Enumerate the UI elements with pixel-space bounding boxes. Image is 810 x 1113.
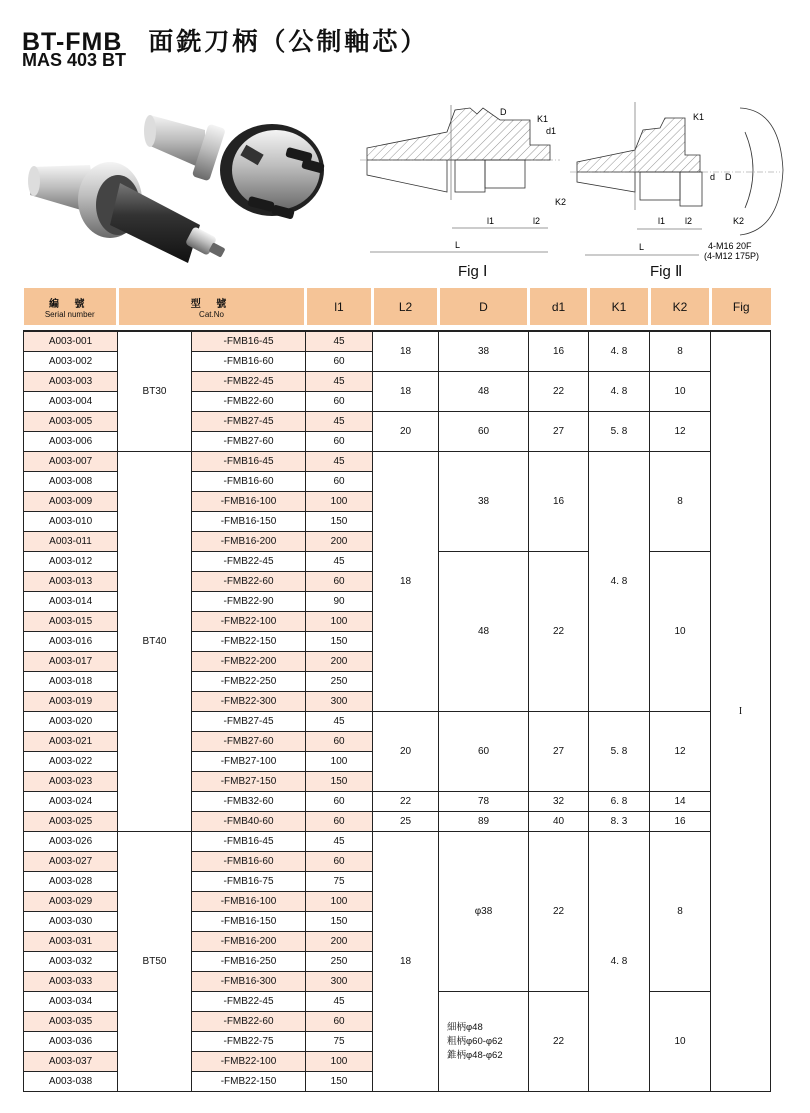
cat-cell: -FMB27-100 [192, 752, 306, 772]
l1-cell: 90 [306, 592, 373, 612]
cat-cell: -FMB27-45 [192, 712, 306, 732]
cat-cell: -FMB27-150 [192, 772, 306, 792]
fig2-dim-l2: l2 [685, 216, 693, 226]
series-cell: BT50 [118, 832, 192, 1092]
fig1-dim-l1: l1 [487, 216, 495, 226]
face-mill-arbor-with-flange-icon [144, 115, 325, 220]
l1-cell: 100 [306, 892, 373, 912]
l1-cell: 60 [306, 812, 373, 832]
l1-cell: 100 [306, 612, 373, 632]
serial-cell: A003-025 [24, 812, 118, 832]
l1-cell: 150 [306, 512, 373, 532]
L2-cell: 20 [373, 712, 439, 792]
K2-cell: 10 [650, 372, 711, 412]
l1-cell: 60 [306, 392, 373, 412]
serial-cell: A003-010 [24, 512, 118, 532]
header-l1: l1 [306, 288, 373, 325]
l1-cell: 60 [306, 1012, 373, 1032]
serial-cell: A003-024 [24, 792, 118, 812]
d1-cell: 32 [529, 792, 589, 812]
serial-cell: A003-014 [24, 592, 118, 612]
cat-cell: -FMB22-45 [192, 552, 306, 572]
l1-cell: 100 [306, 492, 373, 512]
serial-cell: A003-007 [24, 452, 118, 472]
cat-cell: -FMB27-45 [192, 412, 306, 432]
cat-cell: -FMB22-300 [192, 692, 306, 712]
header-fig: Fig [711, 288, 771, 325]
header-L2: L2 [373, 288, 439, 325]
serial-cell: A003-003 [24, 372, 118, 392]
serial-cell: A003-032 [24, 952, 118, 972]
d1-cell: 22 [529, 552, 589, 712]
L2-cell: 20 [373, 412, 439, 452]
fig1-dim-L: L [455, 240, 461, 250]
l1-cell: 45 [306, 372, 373, 392]
L2-cell: 18 [373, 832, 439, 1092]
fig-cell: I [711, 331, 771, 1092]
cat-cell: -FMB22-150 [192, 632, 306, 652]
l1-cell: 45 [306, 552, 373, 572]
serial-cell: A003-026 [24, 832, 118, 852]
d1-cell: 27 [529, 412, 589, 452]
fig1-dim-l2: l2 [533, 216, 541, 226]
D-cell: 48 [439, 552, 529, 712]
L2-cell: 25 [373, 812, 439, 832]
l1-cell: 60 [306, 352, 373, 372]
d1-cell: 16 [529, 452, 589, 552]
table-header-row [24, 288, 771, 325]
serial-cell: A003-033 [24, 972, 118, 992]
serial-cell: A003-029 [24, 892, 118, 912]
cat-cell: -FMB16-60 [192, 472, 306, 492]
d1-cell: 22 [529, 832, 589, 992]
header-d1: d1 [529, 288, 589, 325]
fig2-dim-D: D [725, 172, 732, 182]
D-cell: 78 [439, 792, 529, 812]
note-taper-shank: 錐柄φ48-φ62 [447, 1049, 503, 1061]
l1-cell: 75 [306, 872, 373, 892]
l1-cell: 45 [306, 712, 373, 732]
fig2-dim-l1: l1 [658, 216, 666, 226]
serial-cell: A003-012 [24, 552, 118, 572]
cat-cell: -FMB22-150 [192, 1072, 306, 1092]
serial-cell: A003-008 [24, 472, 118, 492]
D-cell: 60 [439, 412, 529, 452]
serial-cell: A003-001 [24, 331, 118, 352]
cat-cell: -FMB16-60 [192, 852, 306, 872]
fig1-dim-D: D [500, 107, 507, 117]
K2-cell: 10 [650, 992, 711, 1092]
serial-cell: A003-035 [24, 1012, 118, 1032]
K2-cell: 16 [650, 812, 711, 832]
l1-cell: 150 [306, 1072, 373, 1092]
K1-cell: 4. 8 [589, 832, 650, 1092]
specification-table [23, 288, 771, 1092]
serial-cell: A003-037 [24, 1052, 118, 1072]
header-K2: K2 [650, 288, 711, 325]
K2-cell: 12 [650, 712, 711, 792]
K1-cell: 4. 8 [589, 331, 650, 372]
l1-cell: 300 [306, 972, 373, 992]
serial-cell: A003-034 [24, 992, 118, 1012]
product-photo [10, 95, 340, 275]
cat-cell: -FMB16-100 [192, 492, 306, 512]
cat-cell: -FMB16-45 [192, 452, 306, 472]
serial-cell: A003-018 [24, 672, 118, 692]
D-cell: 60 [439, 712, 529, 792]
L2-cell: 22 [373, 792, 439, 812]
l1-cell: 200 [306, 532, 373, 552]
header-cat-no: 型 號 Cat.No [118, 288, 306, 325]
cat-cell: -FMB22-200 [192, 652, 306, 672]
d1-cell: 27 [529, 712, 589, 792]
cat-cell: -FMB27-60 [192, 432, 306, 452]
cat-cell: -FMB16-45 [192, 331, 306, 352]
cat-cell: -FMB16-150 [192, 512, 306, 532]
serial-cell: A003-004 [24, 392, 118, 412]
serial-cell: A003-023 [24, 772, 118, 792]
l1-cell: 60 [306, 472, 373, 492]
header-D: D [439, 288, 529, 325]
K2-cell: 8 [650, 452, 711, 552]
L2-cell: 18 [373, 452, 439, 712]
series-cell: BT30 [118, 331, 192, 452]
fig1-dim-K2: K2 [555, 197, 567, 207]
l1-cell: 45 [306, 452, 373, 472]
serial-cell: A003-038 [24, 1072, 118, 1092]
D-cell: 89 [439, 812, 529, 832]
d1-cell: 16 [529, 331, 589, 372]
table-row [24, 452, 771, 472]
serial-cell: A003-031 [24, 932, 118, 952]
cat-cell: -FMB16-250 [192, 952, 306, 972]
cat-cell: -FMB22-100 [192, 1052, 306, 1072]
K1-cell: 5. 8 [589, 712, 650, 792]
serial-cell: A003-005 [24, 412, 118, 432]
header-serial: 編 號 Serial number [24, 288, 118, 325]
serial-cell: A003-022 [24, 752, 118, 772]
l1-cell: 75 [306, 1032, 373, 1052]
cat-cell: -FMB16-45 [192, 832, 306, 852]
cat-cell: -FMB16-200 [192, 932, 306, 952]
serial-cell: A003-015 [24, 612, 118, 632]
cat-cell: -FMB22-90 [192, 592, 306, 612]
l1-cell: 60 [306, 732, 373, 752]
figure-2-label: Fig Ⅱ [650, 263, 683, 280]
serial-cell: A003-017 [24, 652, 118, 672]
fig1-dim-K1: K1 [537, 114, 549, 124]
serial-cell: A003-027 [24, 852, 118, 872]
l1-cell: 250 [306, 952, 373, 972]
l1-cell: 45 [306, 331, 373, 352]
serial-cell: A003-028 [24, 872, 118, 892]
l1-cell: 45 [306, 832, 373, 852]
serial-cell: A003-021 [24, 732, 118, 752]
page-subtitle: MAS 403 BT [22, 50, 127, 70]
cat-cell: -FMB27-60 [192, 732, 306, 752]
K2-cell: 10 [650, 552, 711, 712]
D-cell: 48 [439, 372, 529, 412]
D-cell: φ38 [439, 832, 529, 992]
figure-2-drawing [565, 100, 800, 285]
fig2-dim-K1: K1 [693, 112, 705, 122]
cat-cell: -FMB16-75 [192, 872, 306, 892]
K1-cell: 5. 8 [589, 412, 650, 452]
D-cell: 38 [439, 452, 529, 552]
K1-cell: 6. 8 [589, 792, 650, 812]
l1-cell: 150 [306, 772, 373, 792]
l1-cell: 45 [306, 992, 373, 1012]
cat-cell: -FMB16-300 [192, 972, 306, 992]
K2-cell: 8 [650, 832, 711, 992]
l1-cell: 250 [306, 672, 373, 692]
serial-cell: A003-016 [24, 632, 118, 652]
l1-cell: 60 [306, 432, 373, 452]
serial-cell: A003-006 [24, 432, 118, 452]
l1-cell: 60 [306, 572, 373, 592]
figure-1-drawing [355, 100, 570, 285]
d1-cell: 40 [529, 812, 589, 832]
l1-cell: 200 [306, 932, 373, 952]
cat-cell: -FMB16-60 [192, 352, 306, 372]
D-cell: 38 [439, 331, 529, 372]
fig2-dim-L: L [639, 242, 645, 252]
d1-cell: 22 [529, 992, 589, 1092]
l1-cell: 150 [306, 912, 373, 932]
l1-cell: 60 [306, 792, 373, 812]
serial-cell: A003-011 [24, 532, 118, 552]
l1-cell: 45 [306, 412, 373, 432]
serial-cell: A003-009 [24, 492, 118, 512]
cat-cell: -FMB22-60 [192, 392, 306, 412]
l1-cell: 100 [306, 752, 373, 772]
table-row [24, 331, 771, 352]
fig1-dim-d1: d1 [546, 126, 557, 136]
cat-cell: -FMB16-150 [192, 912, 306, 932]
note-slim-shank: 細柄φ48 [447, 1021, 483, 1033]
L2-cell: 18 [373, 331, 439, 372]
cat-cell: -FMB32-60 [192, 792, 306, 812]
note-thick-shank: 粗柄φ60-φ62 [447, 1035, 503, 1047]
cat-cell: -FMB22-75 [192, 1032, 306, 1052]
serial-cell: A003-019 [24, 692, 118, 712]
cat-cell: -FMB40-60 [192, 812, 306, 832]
cat-cell: -FMB22-45 [192, 992, 306, 1012]
l1-cell: 200 [306, 652, 373, 672]
l1-cell: 150 [306, 632, 373, 652]
L2-cell: 18 [373, 372, 439, 412]
fig2-thread-note-1: 4-M16 20F [708, 241, 752, 251]
table-row [24, 832, 771, 852]
cat-cell: -FMB16-100 [192, 892, 306, 912]
cat-cell: -FMB22-45 [192, 372, 306, 392]
title-code: BT-FMB [22, 28, 123, 56]
serial-cell: A003-030 [24, 912, 118, 932]
fig2-dim-d: d [710, 172, 716, 182]
K1-cell: 4. 8 [589, 452, 650, 712]
serial-cell: A003-013 [24, 572, 118, 592]
K1-cell: 4. 8 [589, 372, 650, 412]
title-chinese: 面銑刀柄（公制軸芯） [148, 27, 429, 56]
K2-cell: 12 [650, 412, 711, 452]
header-K1: K1 [589, 288, 650, 325]
fig2-thread-note-2: (4-M12 175P) [704, 251, 760, 261]
serial-cell: A003-002 [24, 352, 118, 372]
figure-1-label: Fig Ⅰ [458, 263, 488, 280]
fig2-dim-K2: K2 [733, 216, 745, 226]
d1-cell: 22 [529, 372, 589, 412]
D-note-cell [439, 992, 529, 1092]
cat-cell: -FMB16-200 [192, 532, 306, 552]
serial-cell: A003-036 [24, 1032, 118, 1052]
K2-cell: 14 [650, 792, 711, 812]
series-cell: BT40 [118, 452, 192, 832]
serial-cell: A003-020 [24, 712, 118, 732]
cat-cell: -FMB22-100 [192, 612, 306, 632]
cat-cell: -FMB22-60 [192, 572, 306, 592]
cat-cell: -FMB22-60 [192, 1012, 306, 1032]
K1-cell: 8. 3 [589, 812, 650, 832]
K2-cell: 8 [650, 331, 711, 372]
l1-cell: 60 [306, 852, 373, 872]
cat-cell: -FMB22-250 [192, 672, 306, 692]
l1-cell: 100 [306, 1052, 373, 1072]
l1-cell: 300 [306, 692, 373, 712]
